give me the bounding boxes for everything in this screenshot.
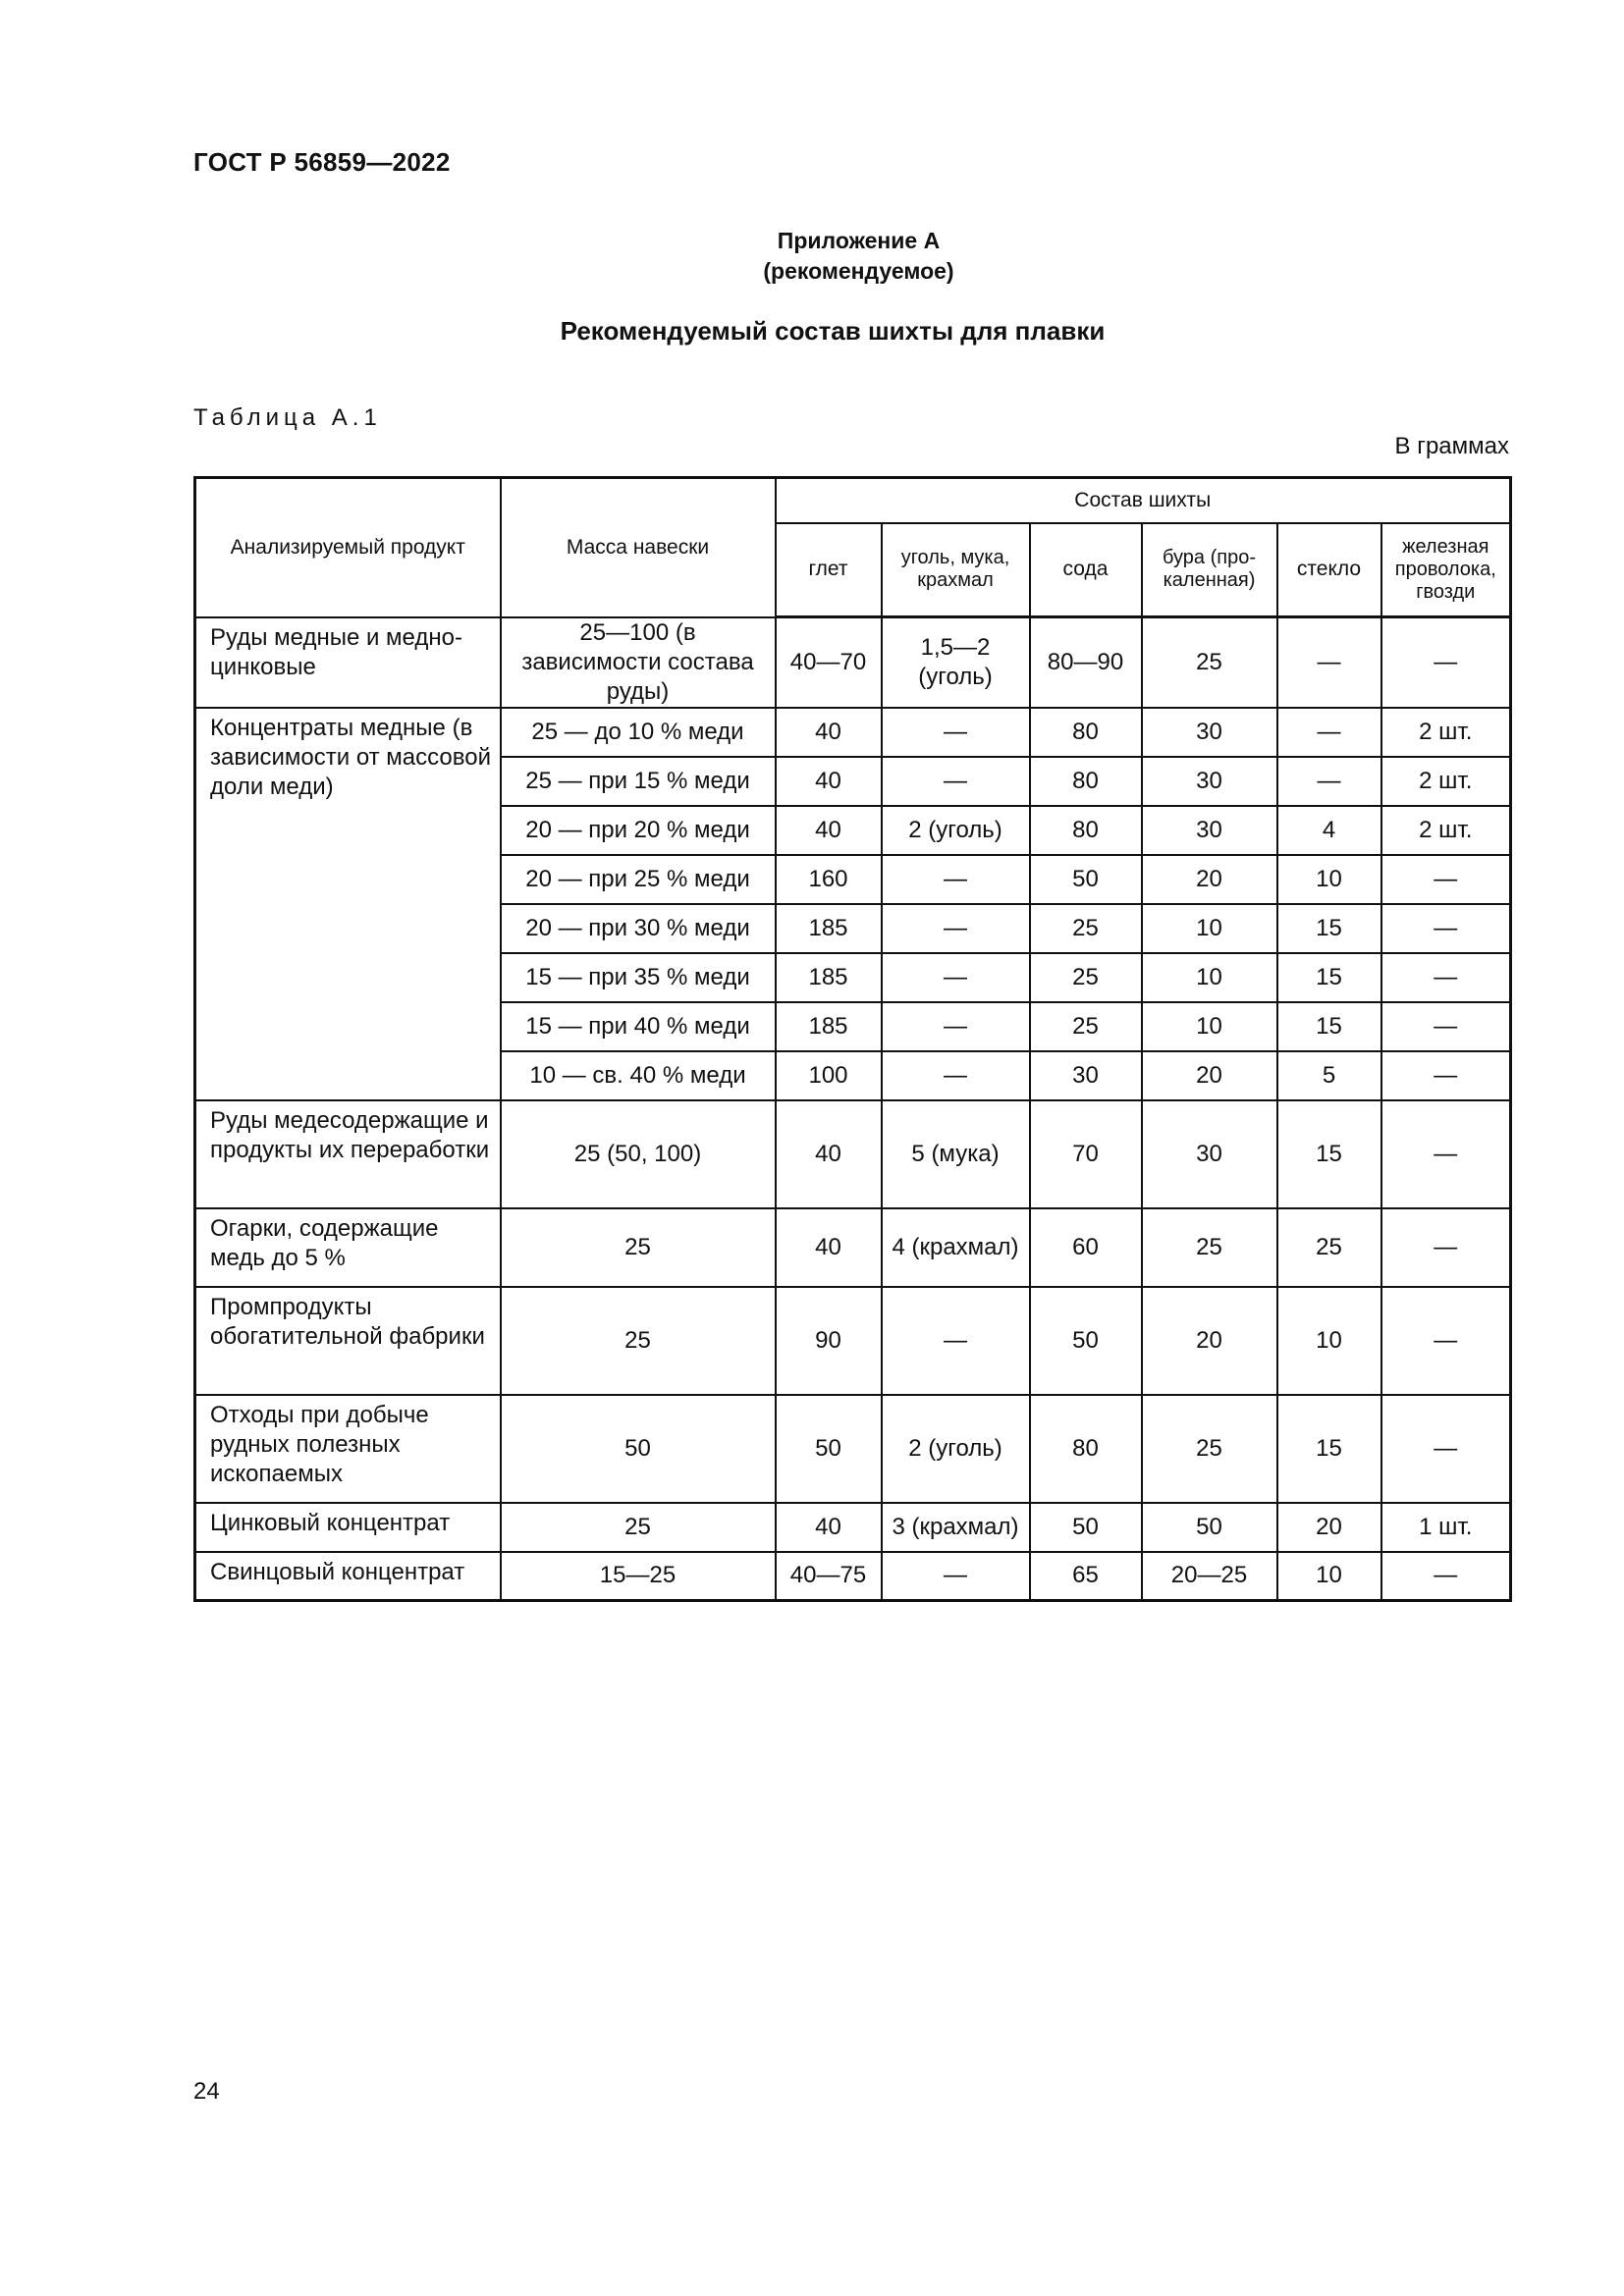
cell-mass: 25 (50, 100) [501,1100,776,1208]
header-row [195,478,1511,523]
cell-glass: 15 [1277,1002,1381,1051]
cell-glet: 185 [776,953,882,1002]
table-body [195,617,1511,1601]
cell-coal: 2 (уголь) [882,1395,1030,1503]
cell-wire: — [1381,855,1511,904]
cell-glet: 100 [776,1051,882,1100]
cell-mass: 20 — при 20 % меди [501,806,776,855]
cell-glet: 185 [776,904,882,953]
cell-glass: — [1277,617,1381,708]
cell-coal: 1,5—2 (уголь) [882,617,1030,708]
appendix-title: Приложение А [777,228,941,253]
cell-glet: 40 [776,757,882,806]
cell-mass: 20 — при 30 % меди [501,904,776,953]
table-row [195,708,1511,757]
header-mass: Масса навески [501,478,776,617]
cell-product: Цинковый концентрат [195,1503,501,1552]
cell-coal: — [882,855,1030,904]
header-borax: бура (про-каленная) [1142,523,1277,617]
cell-wire: — [1381,1002,1511,1051]
cell-glass: 10 [1277,1287,1381,1395]
cell-wire: — [1381,1395,1511,1503]
cell-glet: 160 [776,855,882,904]
cell-wire: — [1381,953,1511,1002]
cell-mass: 25 [501,1208,776,1287]
cell-soda: 65 [1030,1552,1142,1601]
cell-soda: 80 [1030,1395,1142,1503]
cell-wire: 2 шт. [1381,806,1511,855]
cell-soda: 50 [1030,1287,1142,1395]
appendix-heading [0,226,1624,287]
cell-borax: 20 [1142,1287,1277,1395]
cell-coal: — [882,708,1030,757]
cell-glass: 15 [1277,953,1381,1002]
cell-glet: 40—70 [776,617,882,708]
cell-borax: 50 [1142,1503,1277,1552]
cell-borax: 25 [1142,1395,1277,1503]
table-row [195,1100,1511,1208]
table-row [195,1503,1511,1552]
cell-glet: 185 [776,1002,882,1051]
cell-mass: 20 — при 25 % меди [501,855,776,904]
cell-glass: 10 [1277,855,1381,904]
table-caption: Таблица А.1 [193,404,382,431]
cell-glass: 4 [1277,806,1381,855]
table-units: В граммах [1394,433,1509,459]
cell-product: Отходы при добыче рудных полезных ископаемых [195,1395,501,1503]
cell-wire: 2 шт. [1381,708,1511,757]
cell-coal: 3 (крахмал) [882,1503,1030,1552]
cell-wire: 2 шт. [1381,757,1511,806]
cell-coal: — [882,1002,1030,1051]
cell-soda: 70 [1030,1100,1142,1208]
cell-coal: — [882,1552,1030,1601]
cell-borax: 30 [1142,1100,1277,1208]
cell-soda: 25 [1030,904,1142,953]
cell-mass: 25 [501,1503,776,1552]
cell-soda: 80—90 [1030,617,1142,708]
cell-glass: 15 [1277,904,1381,953]
cell-coal: — [882,757,1030,806]
cell-glass: — [1277,757,1381,806]
cell-glet: 40 [776,806,882,855]
cell-product: Свинцовый концентрат [195,1552,501,1601]
cell-wire: — [1381,1051,1511,1100]
cell-product: Руды медные и медно-цинковые [195,617,501,708]
cell-coal: 4 (крахмал) [882,1208,1030,1287]
composition-table [193,476,1512,1602]
cell-glass: 15 [1277,1100,1381,1208]
cell-mass: 50 [501,1395,776,1503]
cell-glet: 40 [776,1100,882,1208]
cell-coal: — [882,904,1030,953]
cell-glet: 50 [776,1395,882,1503]
cell-glass: 15 [1277,1395,1381,1503]
cell-glass: — [1277,708,1381,757]
cell-borax: 30 [1142,757,1277,806]
cell-wire: — [1381,1208,1511,1287]
cell-product: Промпродукты обогатительной фабрики [195,1287,501,1395]
cell-mass: 10 — св. 40 % меди [501,1051,776,1100]
cell-wire: — [1381,1552,1511,1601]
cell-coal: 2 (уголь) [882,806,1030,855]
document-code: ГОСТ Р 56859—2022 [193,147,451,177]
cell-coal: — [882,953,1030,1002]
cell-product: Руды медесодержащие и продукты их переработки [195,1100,501,1208]
cell-mass: 15—25 [501,1552,776,1601]
cell-wire: 1 шт. [1381,1503,1511,1552]
cell-glass: 20 [1277,1503,1381,1552]
cell-wire: — [1381,1100,1511,1208]
header-composition: Состав шихты [776,478,1511,523]
cell-coal: — [882,1051,1030,1100]
cell-soda: 80 [1030,757,1142,806]
document-title [0,316,1624,347]
cell-borax: 10 [1142,904,1277,953]
cell-product: Огарки, содержащие медь до 5 % [195,1208,501,1287]
cell-coal: — [882,1287,1030,1395]
cell-borax: 20 [1142,855,1277,904]
cell-wire: — [1381,1287,1511,1395]
table-header [195,478,1511,617]
header-wire: железная проволока, гвозди [1381,523,1511,617]
cell-glass: 10 [1277,1552,1381,1601]
cell-glass: 5 [1277,1051,1381,1100]
cell-mass: 25 — до 10 % меди [501,708,776,757]
table-row [195,1552,1511,1601]
cell-borax: 10 [1142,1002,1277,1051]
cell-soda: 80 [1030,806,1142,855]
table-row [195,617,1511,708]
cell-glass: 25 [1277,1208,1381,1287]
cell-glet: 40 [776,1208,882,1287]
appendix-status: (рекомендуемое) [763,258,954,284]
cell-borax: 25 [1142,617,1277,708]
cell-mass: 15 — при 40 % меди [501,1002,776,1051]
cell-borax: 30 [1142,708,1277,757]
cell-borax: 30 [1142,806,1277,855]
cell-soda: 60 [1030,1208,1142,1287]
cell-soda: 25 [1030,1002,1142,1051]
table-row [195,1395,1511,1503]
cell-coal: 5 (мука) [882,1100,1030,1208]
cell-borax: 20—25 [1142,1552,1277,1601]
page-number: 24 [193,2078,220,2105]
header-product: Анализируемый продукт [195,478,501,617]
header-glass: стекло [1277,523,1381,617]
cell-soda: 25 [1030,953,1142,1002]
document-title-text: Рекомендуемый состав шихты для плавки [560,316,1106,346]
header-glet: глет [776,523,882,617]
header-soda: сода [1030,523,1142,617]
cell-soda: 80 [1030,708,1142,757]
cell-mass: 25 — при 15 % меди [501,757,776,806]
cell-mass: 15 — при 35 % меди [501,953,776,1002]
cell-wire: — [1381,904,1511,953]
cell-mass: 25—100 (в зависимости состава руды) [501,617,776,708]
cell-glet: 40—75 [776,1552,882,1601]
cell-glet: 90 [776,1287,882,1395]
cell-product: Концентраты медные (в зависимости от массовой доли меди) [195,708,501,1100]
cell-glet: 40 [776,1503,882,1552]
header-coal: уголь, мука, крахмал [882,523,1030,617]
cell-mass: 25 [501,1287,776,1395]
table-row [195,1287,1511,1395]
table-row [195,1208,1511,1287]
cell-wire: — [1381,617,1511,708]
cell-borax: 10 [1142,953,1277,1002]
cell-borax: 20 [1142,1051,1277,1100]
cell-soda: 50 [1030,1503,1142,1552]
cell-glet: 40 [776,708,882,757]
cell-soda: 50 [1030,855,1142,904]
cell-borax: 25 [1142,1208,1277,1287]
cell-soda: 30 [1030,1051,1142,1100]
